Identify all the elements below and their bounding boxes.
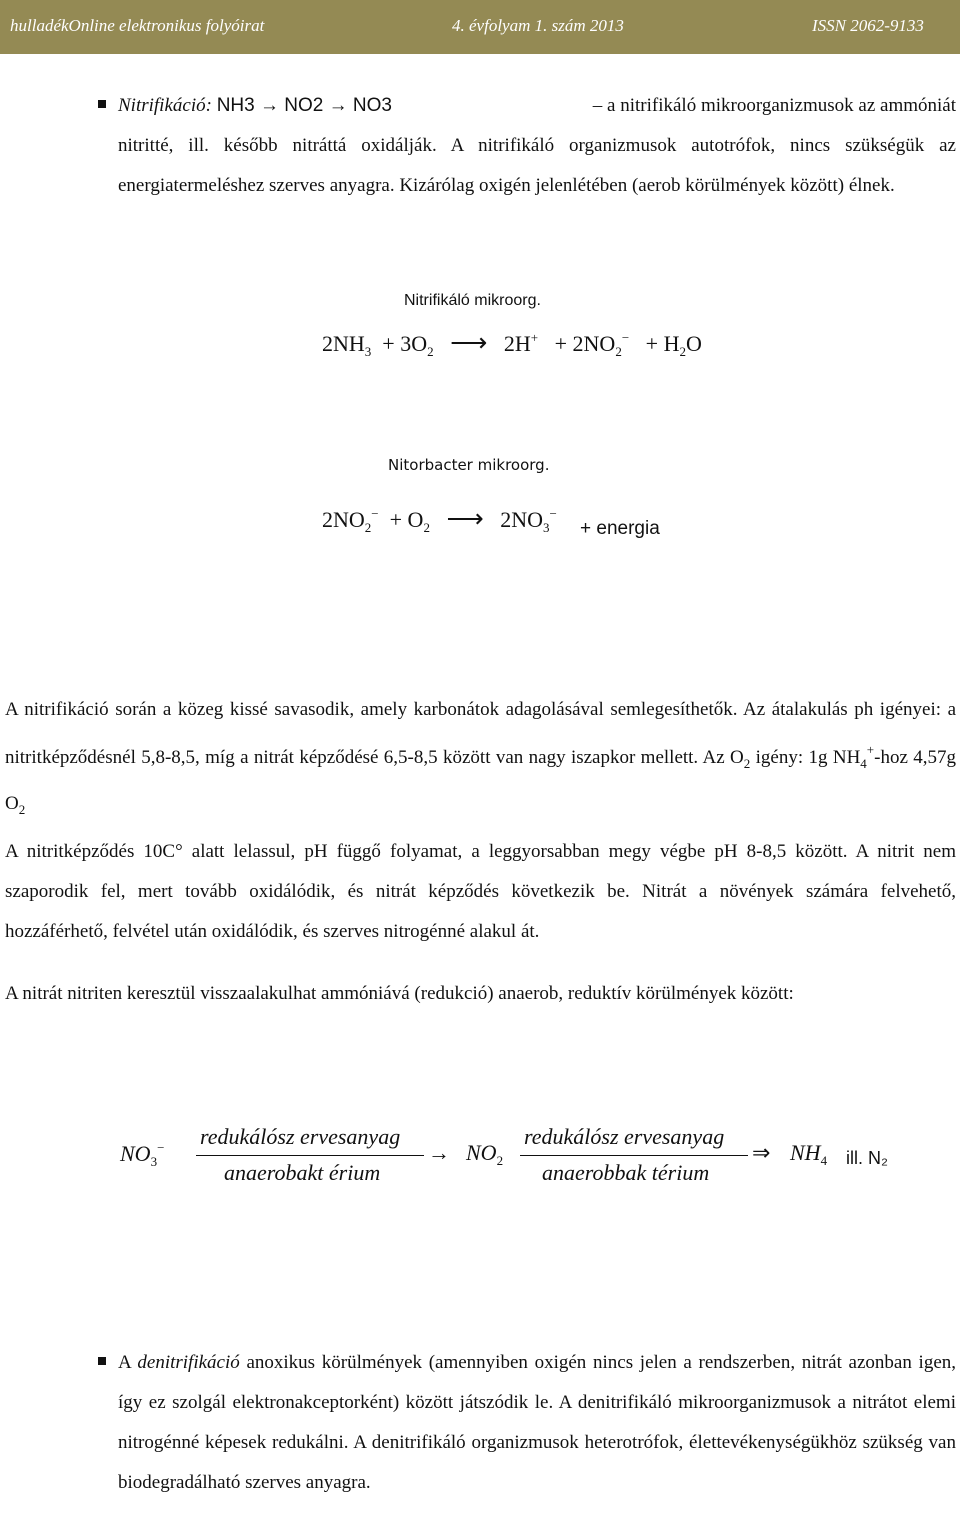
reaction-arrow-icon: ⟶ xyxy=(446,504,484,533)
equation-nitrification: $2NH_3 + 3O_2$ ⟶ 2H+ + $2NO_2^-$ + $H_2O$ xyxy=(322,328,702,359)
nitrification-term: Nitrifikáció: xyxy=(118,95,212,116)
eq2-label: Nitorbacter mikroorg. xyxy=(388,456,550,474)
frac1-bottom: anaerobakt érium xyxy=(224,1160,381,1185)
denitrification-term: denitrifikáció xyxy=(137,1352,240,1373)
header-issue: 4. évfolyam 1. szám 2013 xyxy=(452,16,624,35)
equation-nitrobacter: $2NO_2^- + O_2$ ⟶ $2NO_3^-$ xyxy=(322,504,557,535)
reduction-tail: ill. N₂ xyxy=(846,1148,888,1168)
nitrification-text: nitritté, ill. később nitráttá oxidálják. A nitrifikáló organizmusok autotrófok, nincs szükségük az energiatermeléshez szerves anyagra. Kizárólag oxigén jelenlétében (aerob körülmények között) élnek. xyxy=(118,135,956,196)
reduction-left-species: $NO_3^-$ xyxy=(120,1140,165,1169)
header-issn: ISSN 2062-9133 xyxy=(812,16,924,35)
eq2-energy: + energia xyxy=(580,518,660,539)
denitrification-paragraph: A denitrifikáció anoxikus körülmények (amennyiben oxigén nincs jelen a rendszerben, nitrát azonban igen, így ez szolgál elektronakceptorként) között játszódik le. A denitrifikáló mikroorganizmusok a nitrátot elemi nitrogénné képesek redukálni. A denitrifikáló organizmusok heterotrófok, élettevékenységükhöz szükség van biodegradálható szerves anyagra. xyxy=(118,1352,957,1493)
nitrification-line1-rest: – a nitrifikáló mikroorganizmusok az ammóniát xyxy=(592,95,956,116)
nitrification-chain: NH3 → NO2 → NO3 xyxy=(216,95,392,116)
implies-arrow-icon: ⇒ xyxy=(752,1140,771,1165)
journal-header xyxy=(0,0,960,54)
bullet-icon xyxy=(98,100,106,108)
nitrite-paragraph: A nitritképződés 10C° alatt lelassul, pH függő folyamat, a leggyorsabban megy végbe pH 8-8,5 között. A nitrit nem szaporodik fel, mert tovább oxidálódik, és nitrát képződés következik be. Nitrát a növények számára felvehető, hozzáférhető, felvétel után oxidálódik, és szerves nitrogénné alakul át. xyxy=(5,841,956,942)
frac2-bottom: anaerobbak térium xyxy=(542,1160,710,1185)
frac1-line xyxy=(196,1155,424,1156)
acidification-paragraph: A nitrifikáció során a közeg kissé savasodik, amely karbonátok adagolásával semlegesíthetők. Az átalakulás ph igényei: a nitritképződésnél 5,8-8,5, míg a nitrát képződésé 6,5-8,5 között van nagy iszapkor mellett. Az $O_2$ igény: 1g $NH_4^+$-hoz 4,57g $O_2$ xyxy=(5,699,957,817)
reaction-arrow-icon: ⟶ xyxy=(450,328,488,357)
nitrification-paragraph xyxy=(118,86,956,206)
header-journal-name: hulladékOnline elektronikus folyóirat xyxy=(10,16,265,35)
frac2-line xyxy=(520,1155,748,1156)
frac1-top: redukálósz ervesanyag xyxy=(200,1124,401,1149)
frac2-top: redukálósz ervesanyag xyxy=(524,1124,725,1149)
bullet-icon xyxy=(98,1357,106,1365)
reduction-mid-species: $NO_2$ xyxy=(466,1140,504,1168)
reduction-paragraph: A nitrát nitriten keresztül visszaalakulhat ammóniává (redukció) anaerob, reduktív körülmények között: xyxy=(5,983,794,1004)
eq1-label: Nitrifikáló mikroorg. xyxy=(404,292,541,309)
arrow-right-icon: → xyxy=(428,1140,450,1165)
reduction-right-species: $NH_4$ xyxy=(790,1140,828,1168)
